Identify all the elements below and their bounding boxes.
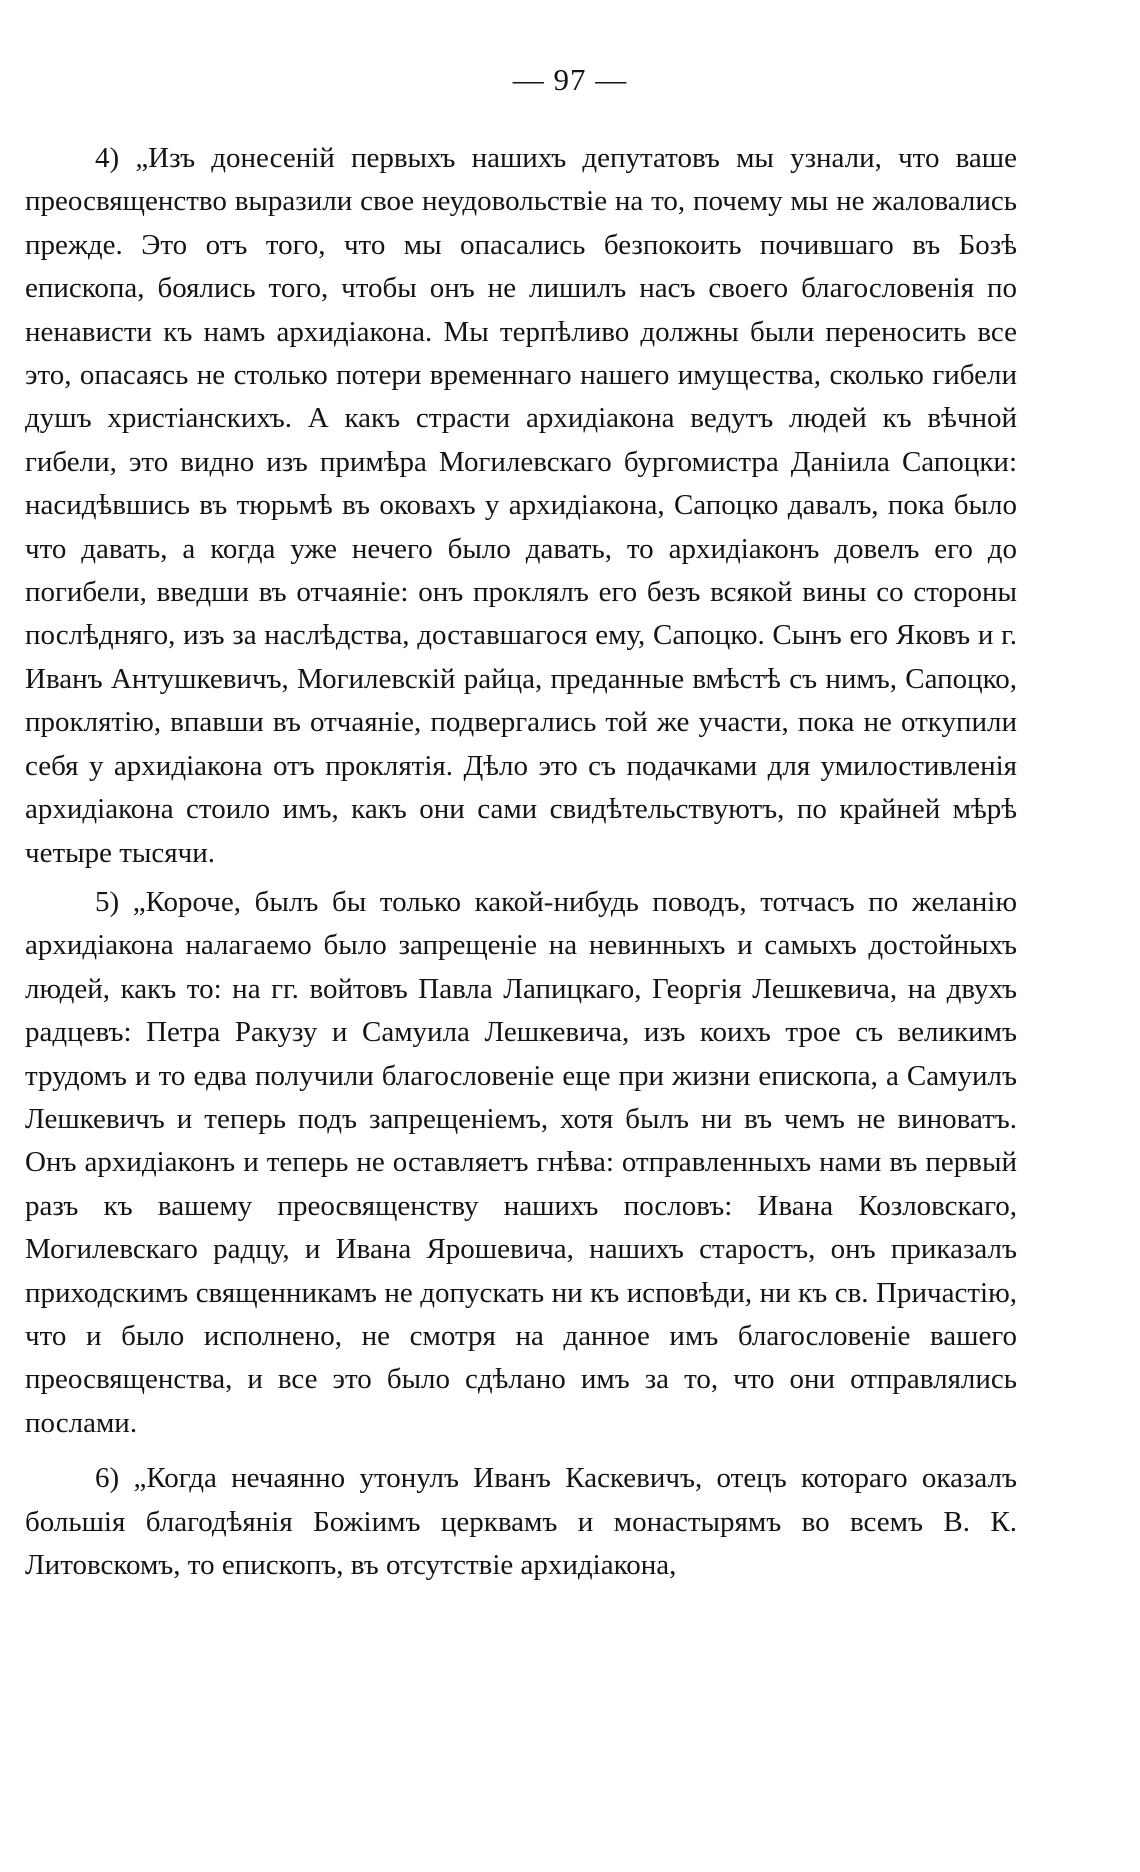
- paragraph-6: 6) „Когда нечаянно утонулъ Иванъ Каскевичъ, отецъ котораго оказалъ большія благодѣянія Божіимъ церквамъ и монастырямъ во всемъ В. К. Литовскомъ, то епископъ, въ отсутствіе архидіакона,: [25, 1462, 1017, 1581]
- page-number: — 97 —: [512, 62, 628, 97]
- paragraph-4: 4) „Изъ донесеній первыхъ нашихъ депутатовъ мы узнали, что ваше преосвященство выразили свое неудовольствіе на то, почему мы не жаловались прежде. Это отъ того, что мы опасались безпокоить почившаго въ Бозѣ епископа, боялись того, чтобы онъ не лишилъ насъ своего благословенія по ненависти къ намъ архидіакона. Мы терпѣливо должны были переносить все это, опасаясь не столько потери временнаго нашего имущества, сколько гибели душъ христіанскихъ. А какъ страсти архидіакона ведутъ людей къ вѣчной гибели, это видно изъ примѣра Могилевскаго бургомистра Даніила Сапоцки: насидѣвшись въ тюрьмѣ въ оковахъ у архидіакона, Сапоцко давалъ, пока было что давать, а когда уже нечего было давать, то архидіаконъ довелъ его до погибели, введши въ отчаяніе: онъ проклялъ его безъ всякой вины со стороны послѣдняго, изъ за наслѣдства, доставшагося ему, Сапоцко. Сынъ его Яковъ и г. Иванъ Антушкевичъ, Могилевскій райца, преданные вмѣстѣ съ нимъ, Сапоцко, проклятію, впавши въ отчаяніе, подвергались той же участи, пока не откупили себя у архидіакона отъ проклятія. Дѣло это съ подачками для умилостивленія архидіакона стоило имъ, какъ они сами свидѣтельствуютъ, по крайней мѣрѣ четыре тысячи.: [25, 142, 1017, 869]
- page-body-text: [25, 137, 1017, 1587]
- paragraph-5: 5) „Короче, былъ бы только какой-нибудь поводъ, тотчасъ по желанію архидіакона налагаемо было запрещеніе на невинныхъ и самыхъ достойныхъ людей, какъ то: на гг. войтовъ Павла Лапицкаго, Георгія Лешкевича, на двухъ радцевъ: Петра Ракузу и Самуила Лешкевича, изъ коихъ трое съ великимъ трудомъ и то едва получили благословеніе еще при жизни епископа, а Самуилъ Лешкевичъ и теперь подъ запрещеніемъ, хотя былъ ни въ чемъ не виноватъ. Онъ архидіаконъ и теперь не оставляетъ гнѣва: отправленныхъ нами въ первый разъ къ вашему преосвященству нашихъ пословъ: Ивана Козловскаго, Могилевскаго радцу, и Ивана Ярошевича, нашихъ старостъ, онъ приказалъ приходскимъ священникамъ не допускать ни къ исповѣди, ни къ св. Причастію, что и было исполнено, не смотря на данное имъ благословеніе вашего преосвященства, и все это было сдѣлано имъ за то, что они отправлялись послами.: [25, 885, 1017, 1439]
